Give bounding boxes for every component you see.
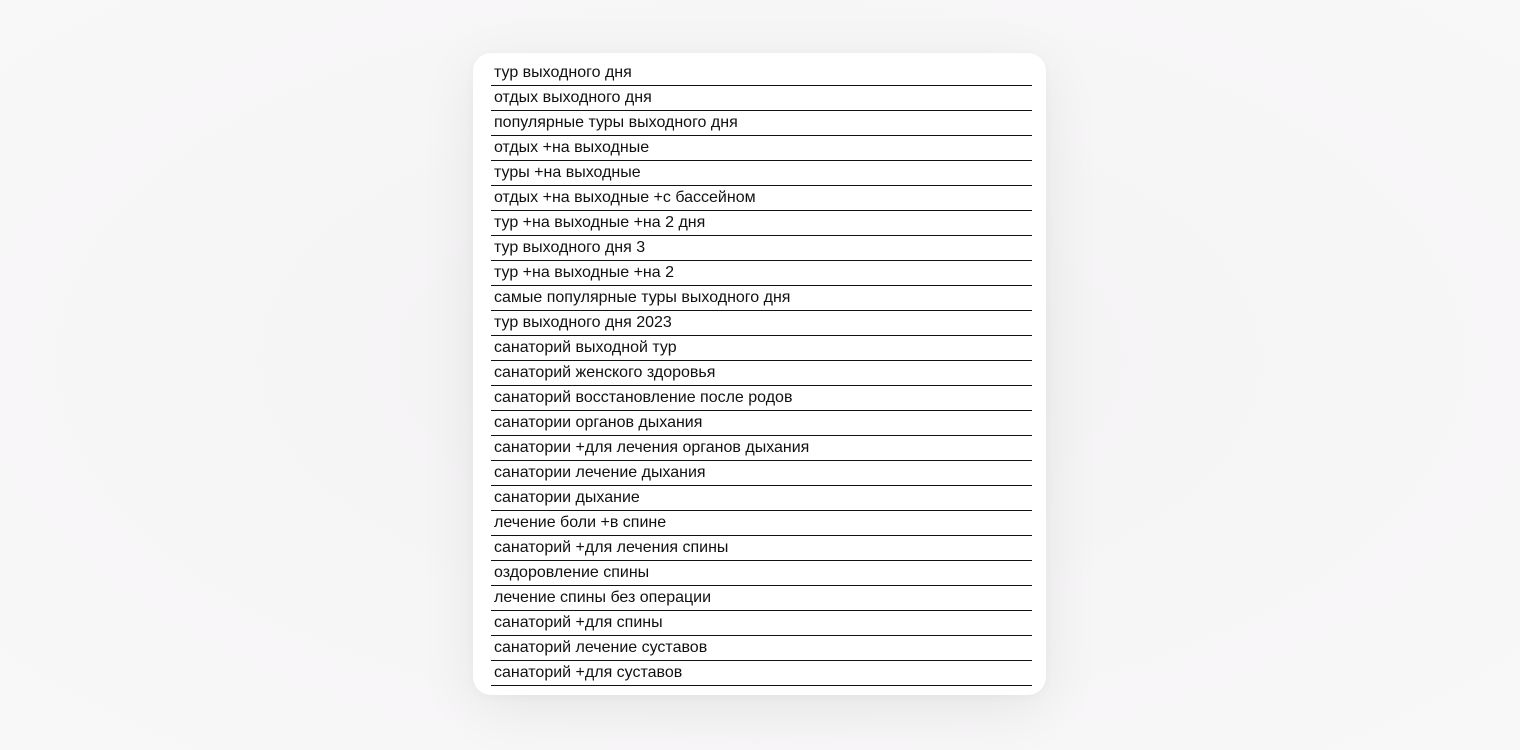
list-item: санаторий лечение суставов — [491, 636, 1032, 661]
list-item: тур выходного дня — [491, 61, 1032, 86]
list-item: тур +на выходные +на 2 — [491, 261, 1032, 286]
list-item: санаторий восстановление после родов — [491, 386, 1032, 411]
list-item: санаторий выходной тур — [491, 336, 1032, 361]
list-item: лечение спины без операции — [491, 586, 1032, 611]
list-item: санатории органов дыхания — [491, 411, 1032, 436]
list-item: санатории +для лечения органов дыхания — [491, 436, 1032, 461]
list-item: отдых выходного дня — [491, 86, 1032, 111]
list-item: лечение боли +в спине — [491, 511, 1032, 536]
list-item: санаторий +для спины — [491, 611, 1032, 636]
list-item: самые популярные туры выходного дня — [491, 286, 1032, 311]
list-item: санаторий женского здоровья — [491, 361, 1032, 386]
list-item: тур выходного дня 2023 — [491, 311, 1032, 336]
list-item: популярные туры выходного дня — [491, 111, 1032, 136]
list-item: санатории лечение дыхания — [491, 461, 1032, 486]
list-item: отдых +на выходные +с бассейном — [491, 186, 1032, 211]
keyword-list — [491, 61, 1032, 686]
list-item: тур выходного дня 3 — [491, 236, 1032, 261]
list-item: санаторий +для суставов — [491, 661, 1032, 686]
list-item: туры +на выходные — [491, 161, 1032, 186]
list-item: отдых +на выходные — [491, 136, 1032, 161]
keyword-list-card — [473, 53, 1046, 695]
list-item: оздоровление спины — [491, 561, 1032, 586]
list-item: тур +на выходные +на 2 дня — [491, 211, 1032, 236]
list-item: санатории дыхание — [491, 486, 1032, 511]
list-item: санаторий +для лечения спины — [491, 536, 1032, 561]
